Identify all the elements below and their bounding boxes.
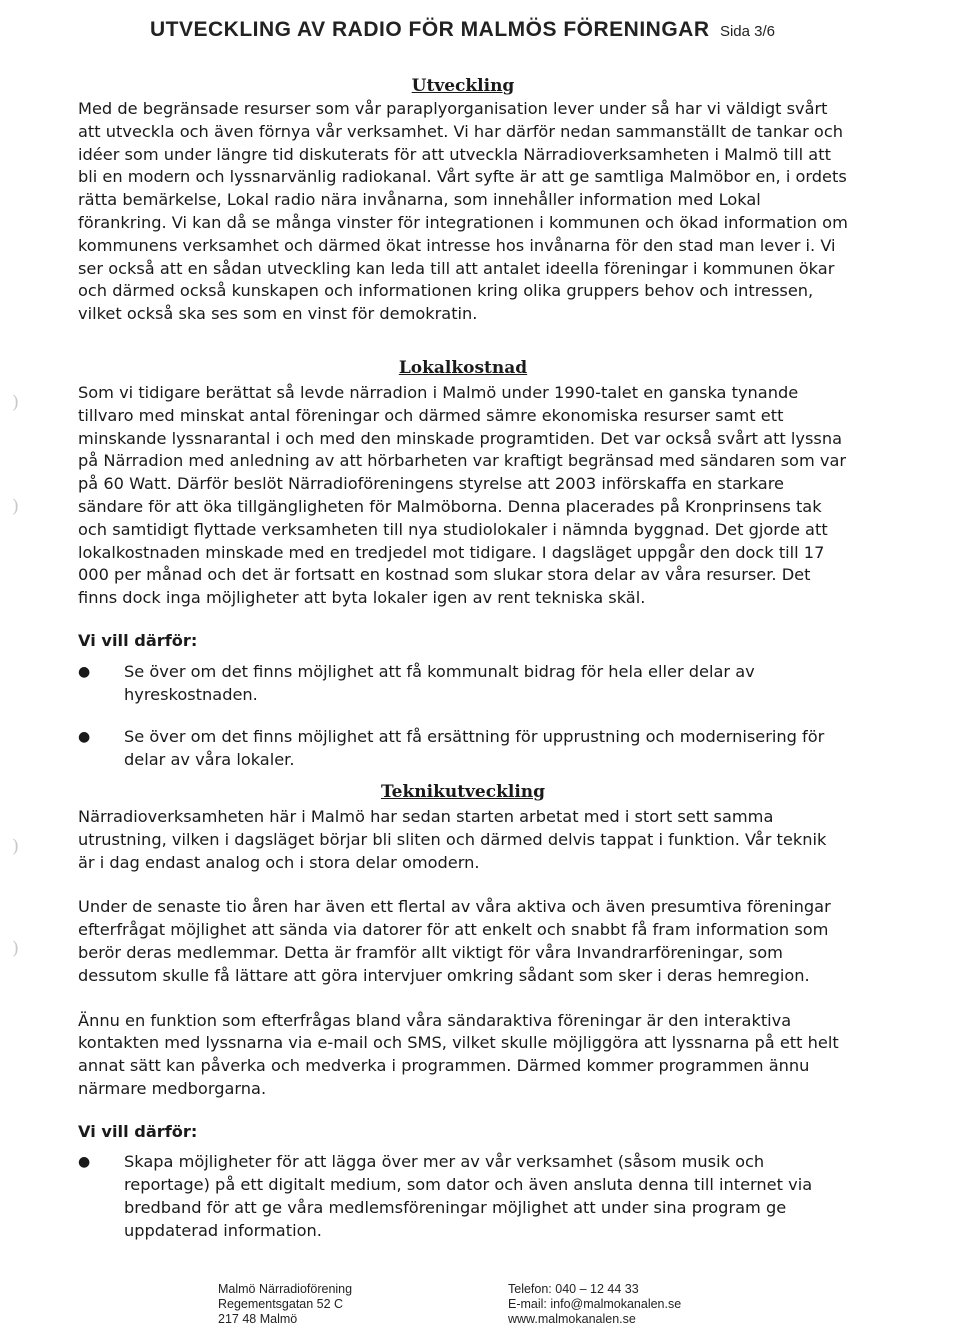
bullet-icon: ● (78, 663, 91, 680)
list-item (78, 1151, 848, 1242)
section-heading-lokalkostnad: Lokalkostnad (398, 357, 528, 378)
footer-city: 217 48 Malmö (218, 1312, 298, 1326)
document-body (78, 74, 848, 1243)
paragraph-utveckling: Med de begränsade resurser som vår paraplyorganisation lever under så har vi väldigt svårt att utveckla och även förnya vår verksamhet. Vi har därför nedan sammanställt de tankar och idéer som under längre tid diskuterats för att utveckla Närradioverksamheten i Malmö till att bli en modern och lyssnarvänlig radiokanal. Vårt syfte är att ge samtliga Malmöbor en, i ordets rätta bemärkelse, Lokal radio nära invånarna, som innehåller information med Lokal förankring. Vi kan då se många vinster för integrationen i kommunen och ökad information om kommunens verksamhet och därmed ökat intresse hos invånarna för den stad man lever i. Vi ser också att en sådan utveckling kan leda till att antalet ideella föreningar i kommunen ökar och därmed också kunskapen och informationen kring olika gruppers behov och intressen, vilket också ska ses som en vinst för demokratin. (78, 99, 848, 324)
paragraph-teknik-2: Under de senaste tio åren har även ett flertal av våra aktiva och även presumtiva föreningar efterfrågat möjlighet att sända via datorer för att enkelt och snabbt få fram information som berör deras medlemmar. Detta är framför allt viktigt för våra Invandrarföreningar, som dessutom skulle få lättare att göra intervjuer omkring sådant som sker i deras hemregion. (78, 897, 831, 985)
section-heading-teknikutveckling: Teknikutveckling (380, 781, 546, 802)
list-item-text: Se över om det finns möjlighet att få kommunalt bidrag för hela eller delar av hyreskostnaden. (124, 661, 755, 704)
bullet-icon: ● (78, 1154, 91, 1171)
section-utveckling (78, 74, 848, 326)
paragraph-lokalkostnad: Som vi tidigare berättat så levde närradion i Malmö under 1990-talet en ganska tynande tillvaro med minskat antal föreningar och därmed sämre ekonomiska resurser samt ett minskande lyssnarantal i och med den minskade programtiden. Det var också svårt att lyssna på Närradion med anledning av att hörbarheten var kraftigt begränsad med sändaren som var på 60 Watt. Därför beslöt Närradioföreningens styrelse att 2003 införskaffa en starkare sändare för att öka tillgängligheten för Malmöborna. Denna placerades på Kronprinsens tak och samtidigt flyttade verksamheten till nya studiolokaler i nämnda byggnad. Det gjorde att lokalkostnaden minskade med en tredjedel mot tidigare. I dagsläget uppgår den dock till 17 000 per månad och det är fortsatt en kostnad som slukar stora delar av våra resurser. Det finns dock inga möjligheter att byta lokaler igen av rent tekniska skäl. (78, 382, 847, 608)
footer-phone: Telefon: 040 – 12 44 33 (508, 1282, 639, 1296)
margin-scan-mark: ) (12, 836, 20, 857)
document-title: UTVECKLING AV RADIO FÖR MALMÖS FÖRENINGAR (150, 18, 710, 41)
subheading-vi-vill-darfor: Vi vill därför: (78, 1121, 198, 1141)
page-header (150, 18, 850, 42)
footer-contact (508, 1282, 681, 1327)
bullet-list-teknik (78, 1151, 848, 1242)
bullet-icon: ● (78, 729, 91, 746)
list-item-text: Se över om det finns möjlighet att få ersättning för upprustning och modernisering för delar av våra lokaler. (124, 727, 825, 770)
paragraph-teknik-3: Ännu en funktion som efterfrågas bland våra sändaraktiva föreningar är den interaktiva kontakten med lyssnarna via e-mail och SMS, vilket skulle möjliggöra att lyssnarna på ett helt annat sätt kan påverka och medverka i programmen. Därmed kommer programmen ännu närmare medborgarna. (78, 1010, 839, 1098)
footer-street: Regementsgatan 52 C (218, 1297, 344, 1311)
page-number: Sida 3/6 (719, 23, 775, 40)
footer-address (218, 1282, 352, 1327)
footer-email: E-mail: info@malmokanalen.se (508, 1297, 682, 1311)
paragraph-teknik-1: Närradioverksamheten här i Malmö har sedan starten arbetat med i stort sett samma utrustning, vilken i dagsläget börjar bli sliten och därmed delvis tappat i funktion. Vår teknik är i dag endast analog och i stora delar omodern. (78, 806, 827, 872)
bullet-list-lokalkostnad (78, 661, 848, 772)
list-item (78, 726, 848, 772)
margin-scan-mark: ) (12, 938, 20, 959)
section-teknikutveckling (78, 780, 848, 1243)
section-lokalkostnad (78, 356, 848, 772)
footer-website: www.malmokanalen.se (508, 1312, 636, 1326)
footer-org-name: Malmö Närradioförening (218, 1282, 353, 1296)
section-heading-utveckling: Utveckling (411, 76, 515, 96)
margin-scan-mark: ) (12, 496, 20, 517)
margin-scan-mark: ) (12, 392, 20, 413)
list-item-text: Skapa möjligheter för att lägga över mer av vår verksamhet (såsom musik och reportage) på ett digitalt medium, som dator och även ansluta denna till internet via bredband för att ge våra medlemsföreningar möjlighet att under sina program ge uppdaterad information. (124, 1152, 813, 1240)
subheading-vi-vill-darfor: Vi vill därför: (78, 630, 198, 650)
list-item (78, 661, 848, 707)
